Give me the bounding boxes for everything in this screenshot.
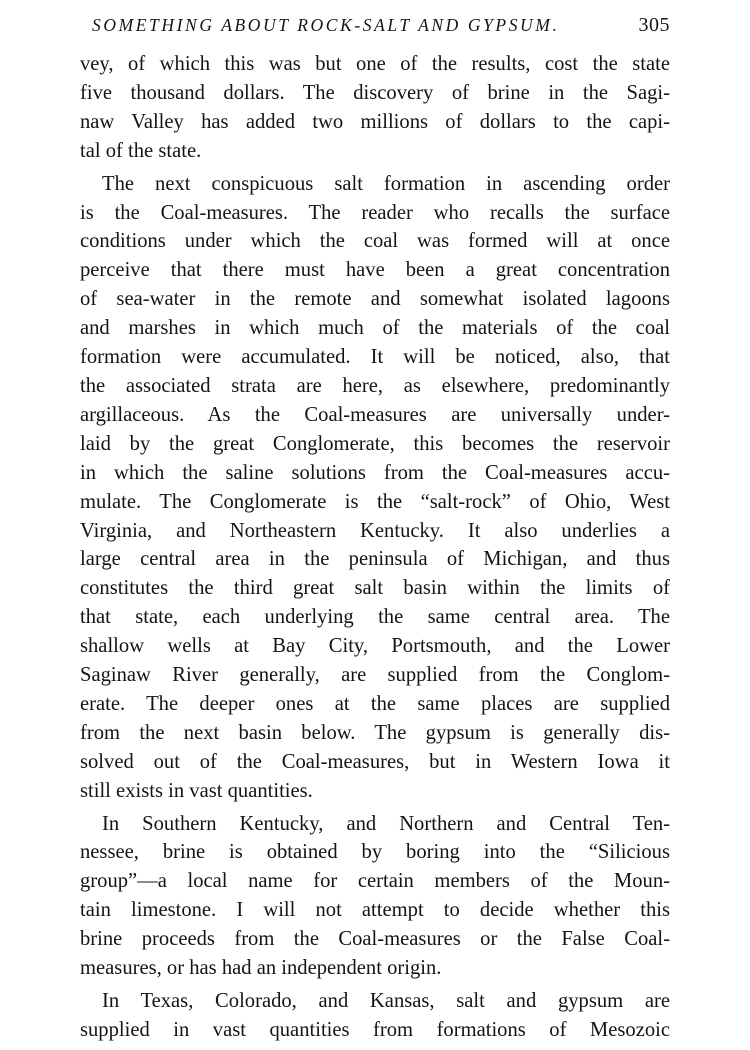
text-line: conditions under which the coal was formed will at once: [80, 230, 670, 253]
text-line: mulate. The Conglomerate is the “salt-rock” of Ohio, West: [80, 490, 670, 513]
text-line: is the Coal-measures. The reader who recalls the surface: [80, 201, 670, 224]
text-line: formation were accumulated. It will be noticed, also, that: [80, 346, 670, 369]
text-line: Saginaw River generally, are supplied from the Conglom-: [80, 664, 670, 687]
text-line: perceive that there must have been a great concentration: [80, 259, 670, 282]
book-page: [80, 14, 670, 1045]
text-line: that state, each underlying the same central area. The: [80, 606, 670, 629]
paragraph-2: [80, 170, 670, 806]
paragraph-1: [80, 50, 670, 166]
text-line: from the next basin below. The gypsum is generally dis-: [80, 721, 670, 744]
text-line: laid by the great Conglomerate, this becomes the reservoir: [80, 432, 670, 455]
paragraph-4: [80, 987, 670, 1045]
text-line: erate. The deeper ones at the same places are supplied: [80, 692, 670, 715]
text-line: shallow wells at Bay City, Portsmouth, and the Lower: [80, 635, 670, 658]
text-line: In Southern Kentucky, and Northern and Central Ten-: [102, 812, 670, 835]
page-number: 305: [638, 14, 670, 36]
text-line: large central area in the peninsula of Michigan, and thus: [80, 548, 670, 571]
text-line: argillaceous. As the Coal-measures are universally under-: [80, 403, 670, 426]
text-line: brine proceeds from the Coal-measures or the False Coal-: [80, 928, 670, 951]
text-line: the associated strata are here, as elsewhere, predominantly: [80, 374, 670, 397]
text-line: solved out of the Coal-measures, but in Western Iowa it: [80, 750, 670, 773]
text-line: In Texas, Colorado, and Kansas, salt and gypsum are: [102, 990, 670, 1012]
body-text: [80, 50, 670, 1045]
text-line: group”—a local name for certain members of the Moun-: [80, 870, 670, 893]
text-line: naw Valley has added two millions of dollars to the capi-: [80, 110, 670, 133]
text-line: tal of the state.: [80, 139, 202, 162]
text-line: in which the saline solutions from the Coal-measures accu-: [80, 461, 670, 484]
text-line: The next conspicuous salt formation in ascending order: [102, 172, 670, 195]
paragraph-3: [80, 810, 670, 983]
text-line: and marshes in which much of the materials of the coal: [80, 317, 670, 340]
text-line: of sea-water in the remote and somewhat isolated lagoons: [80, 288, 670, 311]
running-title: SOMETHING ABOUT ROCK-SALT AND GYPSUM.: [92, 15, 560, 35]
text-line: constitutes the third great salt basin within the limits of: [80, 577, 670, 600]
text-line: Virginia, and Northeastern Kentucky. It also underlies a: [80, 519, 670, 542]
text-line: measures, or has had an independent origin.: [80, 957, 442, 980]
text-line: nessee, brine is obtained by boring into the “Silicious: [80, 841, 670, 864]
text-line: vey, of which this was but one of the results, cost the state: [80, 53, 670, 75]
running-head: [80, 14, 670, 44]
text-line: tain limestone. I will not attempt to decide whether this: [80, 899, 670, 922]
text-line: supplied in vast quantities from formations of Mesozoic: [80, 1018, 670, 1041]
text-line: five thousand dollars. The discovery of brine in the Sagi-: [80, 81, 670, 104]
text-line: still exists in vast quantities.: [80, 779, 313, 802]
